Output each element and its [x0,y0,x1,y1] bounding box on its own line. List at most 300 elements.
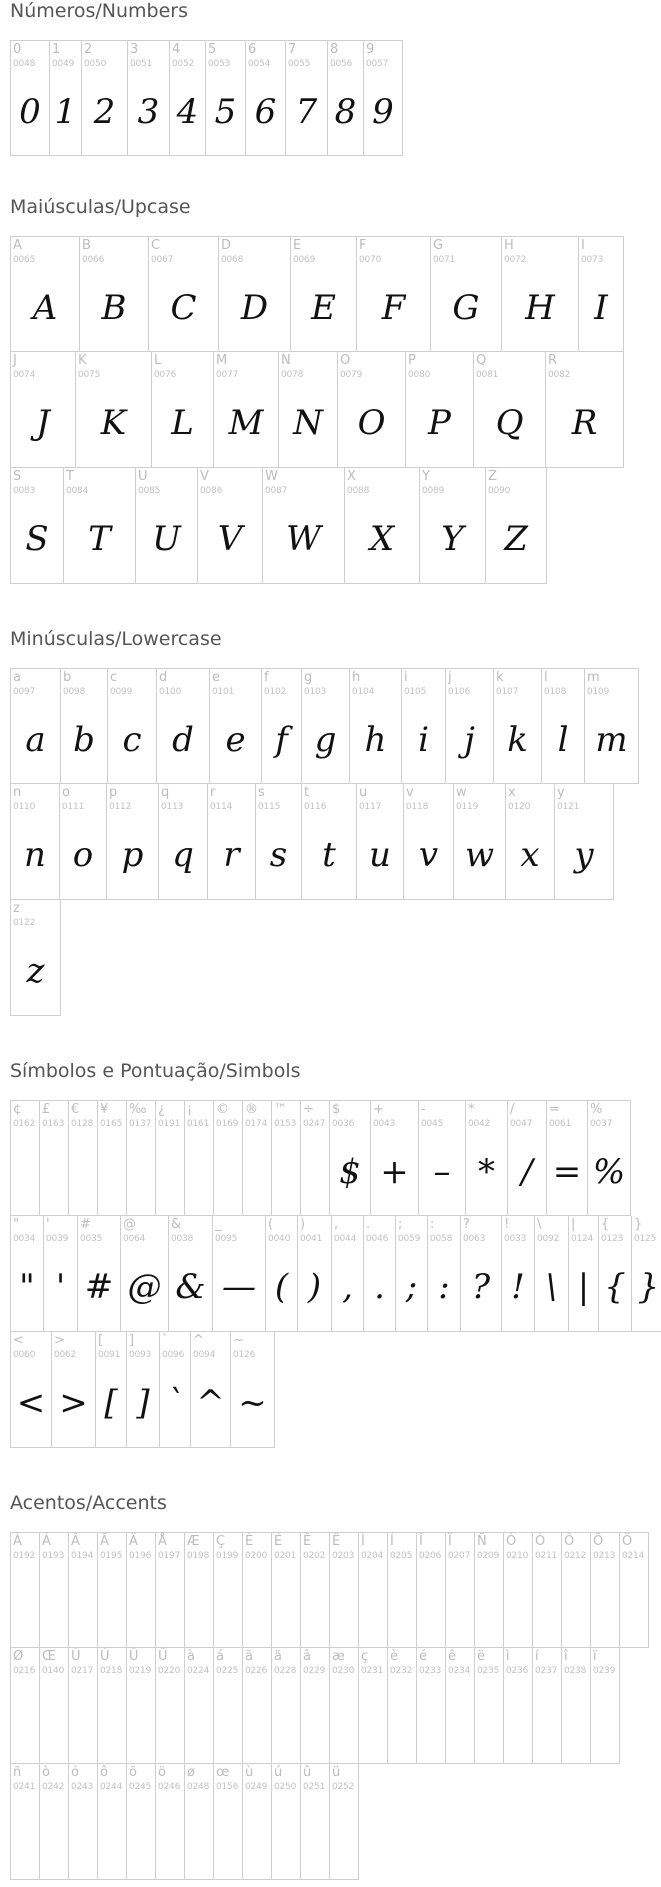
section-title-numbers: Números/Numbers [10,0,188,22]
glyph-code-label: 0041 [300,1234,323,1244]
glyph-code-label: 0120 [508,802,531,812]
glyph-cell [364,40,403,156]
glyph-cell [11,1332,52,1448]
glyph-sample: 4 [176,92,199,132]
glyph-code-label: 0062 [54,1350,77,1360]
glyph-char-label: € [71,1102,80,1117]
glyph-code-label: 0196 [129,1551,152,1561]
glyph-char-label: ‰ [129,1102,147,1117]
glyph-cell [206,40,246,156]
glyph-code-label: 0110 [13,802,36,812]
glyph-char-label: 5 [208,42,217,57]
glyph-sample [156,1577,184,1631]
glyph-code-label: 0051 [130,59,153,69]
glyph-cell [547,1100,588,1216]
glyph-cell [159,784,208,900]
glyph-cell [152,352,214,468]
glyph-char-label: b [63,670,72,685]
glyph-code-label: 0112 [109,802,132,812]
glyph-char-label: í [535,1649,539,1664]
glyph-sample [40,1577,68,1631]
glyph-sample: K [100,403,127,443]
glyph-code-label: 0034 [13,1234,36,1244]
glyph-cell [40,1764,69,1880]
glyph-code-label: 0252 [332,1782,355,1792]
glyph-sample: g [314,720,337,760]
glyph-char-label: 2 [84,42,93,57]
glyph-cell [76,352,152,468]
glyph-cell [542,668,585,784]
glyph-sample: p [121,835,144,875]
glyph-cell [191,1332,231,1448]
glyph-char-label: { [601,1217,610,1232]
glyph-cell [330,1648,359,1764]
glyph-code-label: 0061 [549,1119,572,1129]
glyph-code-label: 0216 [13,1666,36,1676]
glyph-code-label: 0123 [601,1234,624,1244]
glyph-char-label: _ [215,1217,222,1232]
glyph-cell [330,1764,359,1880]
glyph-row [10,900,639,1016]
glyph-sample: v [418,835,439,875]
glyph-char-label: x [508,785,516,800]
glyph-code-label: 0097 [13,687,36,697]
glyph-cell [475,1532,504,1648]
glyph-code-label: 0236 [506,1666,529,1676]
glyph-code-label: 0038 [171,1234,194,1244]
glyph-char-label: j [448,670,452,685]
glyph-cell [156,1532,185,1648]
glyph-sample: < [16,1383,46,1423]
glyph-char-label: Ô [564,1534,575,1549]
glyph-sample [388,1577,416,1631]
glyph-sample: ) [307,1267,322,1307]
glyph-row [10,1100,661,1216]
glyph-code-label: 0053 [208,59,231,69]
glyph-char-label: m [587,670,600,685]
glyph-code-label: 0104 [352,687,375,697]
glyph-char-label: Ù [71,1649,81,1664]
glyph-cell [11,1648,40,1764]
glyph-char-label: \ [537,1217,542,1232]
glyph-code-label: 0088 [347,486,370,496]
glyph-char-label: Æ [187,1534,200,1549]
glyph-code-label: 0122 [13,918,36,928]
glyph-cell [404,784,454,900]
glyph-sample [591,1577,619,1631]
glyph-char-label: L [154,353,162,368]
glyph-cell [396,1216,428,1332]
glyph-cell [504,1532,533,1648]
glyph-sample [40,1145,68,1199]
glyph-char-label: K [78,353,87,368]
glyph-code-label: 0126 [233,1350,256,1360]
glyph-char-label: Ë [332,1534,341,1549]
glyph-sample: V [217,519,243,559]
glyph-sample [301,1808,329,1862]
glyph-code-label: 0209 [477,1551,500,1561]
glyph-code-label: 0035 [80,1234,103,1244]
glyph-char-label: © [216,1102,229,1117]
glyph-sample: Y [441,519,464,559]
glyph-char-label: , [334,1217,339,1232]
glyph-cell [214,1532,243,1648]
glyph-cell [302,668,350,784]
glyph-char-label: 4 [172,42,181,57]
glyph-code-label: 0073 [581,255,604,265]
glyph-cell [98,1100,127,1216]
glyph-char-label: ~ [233,1333,244,1348]
glyph-code-label: 0072 [504,255,527,265]
glyph-char-label: $ [332,1102,341,1117]
glyph-code-label: 0119 [456,802,479,812]
glyph-code-label: 0056 [330,59,353,69]
glyph-sample [272,1577,300,1631]
glyph-sample [40,1692,68,1746]
glyph-code-label: 0052 [172,59,195,69]
glyph-sample: 2 [93,92,116,132]
glyph-char-label: f [264,670,269,685]
glyph-char-label: ® [245,1102,258,1117]
glyph-code-label: 0102 [264,687,287,697]
glyph-char-label: " [13,1217,19,1232]
glyph-code-label: 0060 [13,1350,36,1360]
glyph-sample: N [293,403,323,443]
glyph-char-label: Ï [448,1534,452,1549]
glyph-row [10,236,624,352]
glyph-sample [562,1577,590,1631]
glyph-cell [357,236,431,352]
glyph-code-label: 0239 [593,1666,616,1676]
glyph-sample: } [637,1267,660,1307]
glyph-code-label: 0116 [304,802,327,812]
glyph-code-label: 0213 [593,1551,616,1561]
glyph-cell [328,40,364,156]
glyph-sample: E [311,288,336,328]
glyph-char-label: s [258,785,265,800]
glyph-row [10,40,403,156]
glyph-sample: { [604,1267,626,1307]
glyph-cell [272,1100,301,1216]
glyph-char-label: ü [332,1765,341,1780]
glyph-sample [185,1145,213,1199]
glyph-code-label: 0217 [71,1666,94,1676]
glyph-code-label: 0226 [245,1666,268,1676]
glyph-sample: + [380,1152,409,1192]
glyph-char-label: u [359,785,368,800]
glyph-cell [128,40,170,156]
glyph-cell [506,784,555,900]
glyph-char-label: D [221,238,232,253]
glyph-cell [78,1216,121,1332]
glyph-sample [214,1577,242,1631]
glyph-sample: w [464,835,495,875]
glyph-code-label: 0238 [564,1666,587,1676]
glyph-sample: \ [545,1267,558,1307]
glyph-char-label: T [66,469,74,484]
glyph-sample: s [269,835,288,875]
glyph-sample: ] [136,1383,150,1423]
glyph-char-label: r [210,785,216,800]
glyph-char-label: 1 [52,42,61,57]
glyph-code-label: 0090 [488,486,511,496]
glyph-sample: : [438,1267,450,1307]
glyph-sample [243,1145,271,1199]
glyph-cell [632,1216,661,1332]
glyph-char-label: P [408,353,416,368]
glyph-code-label: 0228 [274,1666,297,1676]
glyph-char-label: ! [504,1217,510,1232]
glyph-cell [286,40,328,156]
glyph-code-label: 0105 [404,687,427,697]
glyph-char-label: < [13,1333,24,1348]
glyph-code-label: 0070 [359,255,382,265]
glyph-sample [388,1692,416,1746]
glyph-code-label: 0203 [332,1551,355,1561]
glyph-sample [69,1145,97,1199]
glyph-sample [272,1145,300,1199]
glyph-char-label: Ó [535,1534,546,1549]
glyph-char-label: ? [463,1217,470,1232]
glyph-char-label: y [557,785,565,800]
glyph-cell [108,668,157,784]
glyph-cell [279,352,338,468]
glyph-char-label: £ [42,1102,51,1117]
glyph-sample: Q [495,403,524,443]
glyph-sample: b [73,720,95,760]
glyph-char-label: R [548,353,558,368]
glyph-cell [50,40,82,156]
glyph-char-label: Y [422,469,430,484]
glyph-cell [562,1648,591,1764]
glyph-char-label: z [13,901,20,916]
section-numbers [10,0,403,156]
glyph-code-label: 0192 [13,1551,36,1561]
glyph-code-label: 0099 [110,687,133,697]
glyph-code-label: 0094 [193,1350,216,1360]
glyph-char-label: Ò [506,1534,517,1549]
glyph-code-label: 0045 [421,1119,444,1129]
glyph-cell [338,352,406,468]
glyph-char-label: q [161,785,170,800]
glyph-code-label: 0049 [52,59,75,69]
glyph-sample: & [175,1267,206,1307]
glyph-char-label: - [421,1102,426,1117]
glyph-cell [357,784,404,900]
glyph-cell [80,236,149,352]
glyph-char-label: Ñ [477,1534,487,1549]
glyph-char-label: n [13,785,22,800]
glyph-code-label: 0063 [463,1234,486,1244]
glyph-grid-lowercase [10,668,639,1016]
glyph-code-label: 0057 [366,59,389,69]
glyph-char-label: 3 [130,42,139,57]
glyph-sample [243,1808,271,1862]
glyph-code-label: 0091 [98,1350,121,1360]
glyph-sample: F [381,288,406,328]
glyph-cell [11,1216,44,1332]
glyph-cell [156,1100,185,1216]
glyph-code-label: 0199 [216,1551,239,1561]
glyph-char-label: Ê [303,1534,312,1549]
glyph-code-label: 0125 [634,1234,657,1244]
glyph-char-label: á [216,1649,224,1664]
glyph-char-label: õ [129,1765,137,1780]
glyph-code-label: 0050 [84,59,107,69]
glyph-sample: X [369,519,395,559]
glyph-cell [198,468,263,584]
glyph-sample [11,1145,39,1199]
glyph-sample: 3 [137,92,160,132]
glyph-sample [475,1692,503,1746]
glyph-cell [359,1532,388,1648]
glyph-cell [364,1216,396,1332]
glyph-cell [579,236,624,352]
section-symbols [10,1060,661,1448]
glyph-sample: $ [339,1152,361,1192]
glyph-sample: Z [504,519,528,559]
glyph-code-label: 0044 [334,1234,357,1244]
glyph-char-label: > [54,1333,65,1348]
glyph-sample: — [222,1267,256,1307]
section-title-symbols: Símbolos e Pontuação/Simbols [10,1060,301,1082]
glyph-char-label: ú [274,1765,283,1780]
glyph-cell [588,1100,631,1216]
glyph-cell [40,1100,69,1216]
glyph-code-label: 0249 [245,1782,268,1792]
glyph-cell [504,1648,533,1764]
glyph-cell [533,1532,562,1648]
glyph-char-label: 6 [248,42,257,57]
glyph-char-label: ™ [274,1102,287,1117]
glyph-char-label: œ [216,1765,230,1780]
glyph-char-label: â [303,1649,311,1664]
glyph-code-label: 0204 [361,1551,384,1561]
glyph-sample [359,1577,387,1631]
glyph-code-label: 0074 [13,370,36,380]
glyph-cell [208,784,256,900]
glyph-code-label: 0137 [129,1119,152,1129]
glyph-sample: 7 [295,92,318,132]
glyph-cell [428,1216,461,1332]
glyph-sample [185,1808,213,1862]
glyph-cell [127,1100,156,1216]
glyph-sample [11,1808,39,1862]
glyph-sample [69,1692,97,1746]
glyph-cell [420,468,486,584]
glyph-cell [127,1332,160,1448]
glyph-cell [107,784,159,900]
glyph-code-label: 0048 [13,59,36,69]
glyph-char-label: 7 [288,42,297,57]
glyph-cell [419,1100,466,1216]
glyph-code-label: 0242 [42,1782,65,1792]
glyph-code-label: 0162 [13,1119,36,1129]
glyph-char-label: ô [100,1765,108,1780]
glyph-char-label: a [13,670,21,685]
glyph-char-label: ö [158,1765,166,1780]
glyph-code-label: 0089 [422,486,445,496]
glyph-sample: [ [104,1383,118,1423]
glyph-row [10,1648,649,1764]
glyph-sample: e [225,720,246,760]
glyph-sample: t [322,835,336,875]
glyph-char-label: û [303,1765,312,1780]
glyph-cell [169,1216,213,1332]
glyph-cell [474,352,546,468]
glyph-cell [11,40,50,156]
glyph-code-label: 0251 [303,1782,326,1792]
glyph-char-label: g [304,670,313,685]
glyph-cell [350,668,402,784]
glyph-cell [301,1532,330,1648]
glyph-sample: ~ [238,1383,267,1423]
section-title-accents: Acentos/Accents [10,1492,167,1514]
glyph-char-label: B [82,238,91,253]
glyph-char-label: ä [274,1649,282,1664]
glyph-sample [156,1808,184,1862]
glyph-char-label: ã [245,1649,253,1664]
glyph-cell [406,352,474,468]
glyph-code-label: 0224 [187,1666,210,1676]
glyph-code-label: 0245 [129,1782,152,1792]
glyph-code-label: 0092 [537,1234,560,1244]
glyph-code-label: 0079 [340,370,363,380]
glyph-cell [69,1648,98,1764]
glyph-char-label: & [171,1217,182,1232]
glyph-code-label: 0211 [535,1551,558,1561]
glyph-char-label: e [212,670,220,685]
glyph-code-label: 0069 [293,255,316,265]
glyph-char-label: % [590,1102,603,1117]
glyph-char-label: ¿ [158,1102,165,1117]
glyph-code-label: 0071 [433,255,456,265]
glyph-char-label: ¡ [187,1102,193,1117]
glyph-cell [160,1332,191,1448]
glyph-code-label: 0246 [158,1782,181,1792]
glyph-char-label: * [468,1102,475,1117]
glyph-cell [417,1532,446,1648]
glyph-char-label: Î [419,1534,423,1549]
glyph-row [10,668,639,784]
glyph-sample [504,1577,532,1631]
glyph-char-label: A [13,238,22,253]
glyph-cell [345,468,420,584]
glyph-sample: u [369,835,391,875]
glyph-cell [11,352,76,468]
glyph-cell [98,1532,127,1648]
glyph-row [10,1216,661,1332]
glyph-cell [44,1216,78,1332]
glyph-sample: A [32,288,58,328]
glyph-code-label: 0093 [129,1350,152,1360]
glyph-code-label: 0193 [42,1551,65,1561]
glyph-char-label: É [274,1534,283,1549]
glyph-cell [298,1216,332,1332]
glyph-cell [40,1648,69,1764]
glyph-code-label: 0174 [245,1119,268,1129]
glyph-code-label: 0235 [477,1666,500,1676]
glyph-char-label: Ã [100,1534,109,1549]
glyph-sample: M [228,403,264,443]
glyph-cell [214,352,279,468]
glyph-cell [302,784,357,900]
glyph-code-label: 0165 [100,1119,123,1129]
glyph-char-label: / [510,1102,515,1117]
glyph-code-label: 0118 [406,802,429,812]
glyph-char-label: ì [506,1649,510,1664]
glyph-cell [272,1764,301,1880]
